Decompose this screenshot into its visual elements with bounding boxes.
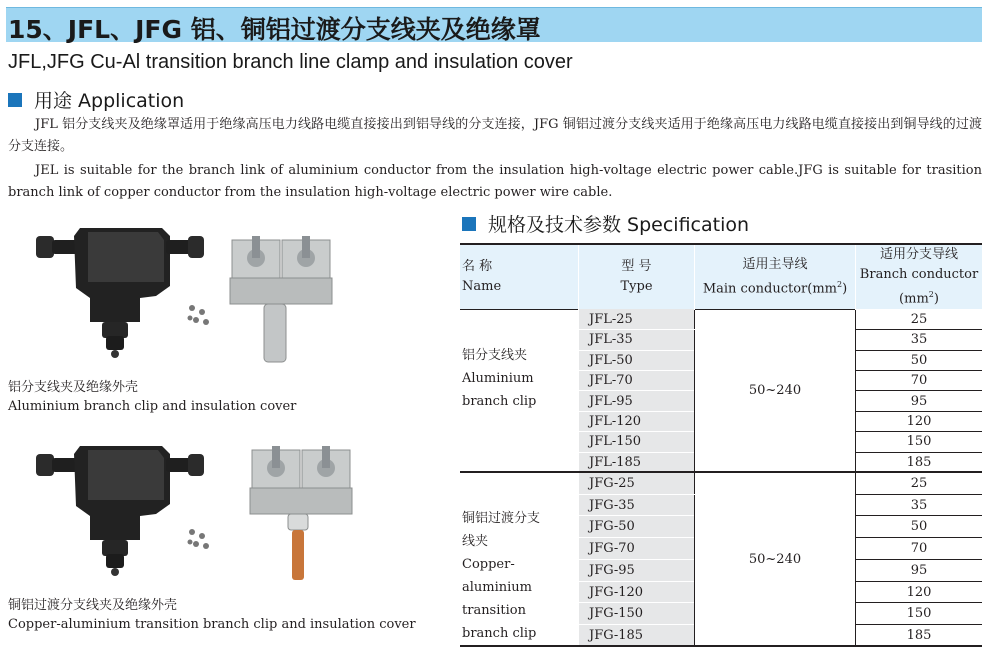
group-name-line: aluminium bbox=[462, 580, 532, 596]
column-header-name: 名 称 Name bbox=[460, 244, 579, 309]
type-cell: JFG-150 bbox=[579, 603, 695, 625]
product1-caption-en: Aluminium branch clip and insulation cover bbox=[8, 399, 297, 414]
branch-conductor-cell: 150 bbox=[856, 603, 983, 625]
insulation-cover-icon bbox=[36, 228, 204, 358]
group-name-cell bbox=[460, 309, 579, 472]
group-name-line: Copper- bbox=[462, 557, 515, 573]
aluminium-clamp-icon bbox=[230, 236, 332, 362]
branch-conductor-cell: 95 bbox=[856, 559, 983, 581]
branch-conductor-cell: 95 bbox=[856, 391, 983, 411]
copper-aluminium-branch-clip-photo bbox=[30, 440, 360, 590]
branch-conductor-cell: 150 bbox=[856, 432, 983, 452]
type-cell: JFL-120 bbox=[579, 411, 695, 431]
type-cell: JFG-120 bbox=[579, 581, 695, 603]
table-row bbox=[460, 472, 982, 494]
screws-icon bbox=[188, 305, 210, 325]
type-cell: JFG-95 bbox=[579, 559, 695, 581]
column-header-branch-conductor: 适用分支导线 Branch conductor $(mm^2)$ bbox=[856, 244, 983, 309]
type-cell: JFL-95 bbox=[579, 391, 695, 411]
branch-conductor-cell: 35 bbox=[856, 330, 983, 350]
copper-aluminium-group bbox=[460, 472, 982, 646]
specification-heading-text: 规格及技术参数 Specification bbox=[488, 214, 750, 236]
branch-conductor-cell: 25 bbox=[856, 472, 983, 494]
application-cn-text: JFL 铝分支线夹及绝缘罩适用于绝缘高压电力线路电缆直接接出到铝导线的分支连接，JFG 铜铝过渡分支线夹适用于绝缘高压电力线路电缆直接接出到铜导线的过渡分支连接。 bbox=[8, 117, 982, 154]
type-cell: JFL-70 bbox=[579, 371, 695, 391]
type-cell: JFG-70 bbox=[579, 538, 695, 560]
branch-conductor-cell: 120 bbox=[856, 411, 983, 431]
type-cell: JFL-185 bbox=[579, 452, 695, 472]
group-name-line: 线夹 bbox=[462, 534, 489, 550]
branch-conductor-cell: 50 bbox=[856, 350, 983, 370]
column-header-main-conductor: 适用主导线 Main $conductor(mm^2)$ bbox=[695, 244, 856, 309]
group-name-line: branch clip bbox=[462, 626, 537, 642]
main-conductor-cell: 50~240 bbox=[695, 309, 856, 472]
group-name-line: transition bbox=[462, 603, 526, 619]
type-cell: JFL-35 bbox=[579, 330, 695, 350]
insulation-cover-icon bbox=[36, 446, 204, 576]
copper-aluminium-clamp-icon bbox=[250, 446, 352, 580]
group-name-line: 铝分支线夹 bbox=[462, 347, 528, 363]
group-name-line: Aluminium bbox=[462, 370, 534, 386]
product1-caption-cn: 铝分支线夹及绝缘外壳 bbox=[8, 380, 139, 395]
product2-caption-cn: 铜铝过渡分支线夹及绝缘外壳 bbox=[8, 598, 178, 613]
main-conductor-cell: 50~240 bbox=[695, 472, 856, 646]
type-cell: JFG-185 bbox=[579, 625, 695, 647]
specification-heading bbox=[462, 210, 749, 237]
product2-caption-en: Copper-aluminium transition branch clip and insulation cover bbox=[8, 617, 416, 632]
branch-conductor-cell: 185 bbox=[856, 452, 983, 472]
application-en-text: JEL is suitable for the branch link of aluminium conductor from the insulation high-voltage electric power cable.JFG is suitable for trasition branch link of copper conductor from the insulation high-voltage electric power wire cable. bbox=[8, 163, 982, 200]
group-name-line: branch clip bbox=[462, 393, 537, 409]
group-name-cell bbox=[460, 472, 579, 646]
page-subtitle: JFL,JFG Cu-Al transition branch line clamp and insulation cover bbox=[8, 51, 573, 73]
type-cell: JFG-25 bbox=[579, 472, 695, 494]
type-cell: JFL-50 bbox=[579, 350, 695, 370]
section-square-icon bbox=[462, 217, 476, 231]
application-text-en bbox=[8, 160, 982, 204]
type-cell: JFL-25 bbox=[579, 309, 695, 329]
type-cell: JFG-35 bbox=[579, 494, 695, 516]
branch-conductor-cell: 70 bbox=[856, 371, 983, 391]
application-heading-text: 用途 Application bbox=[34, 90, 185, 112]
column-header-type: 型 号 Type bbox=[579, 244, 695, 309]
screws-icon bbox=[188, 529, 210, 549]
section-square-icon bbox=[8, 93, 22, 107]
table-row bbox=[460, 309, 982, 329]
application-text-cn bbox=[8, 114, 982, 158]
branch-conductor-cell: 35 bbox=[856, 494, 983, 516]
branch-conductor-cell: 120 bbox=[856, 581, 983, 603]
type-cell: JFL-150 bbox=[579, 432, 695, 452]
branch-conductor-cell: 185 bbox=[856, 625, 983, 647]
specification-table bbox=[460, 243, 982, 647]
aluminium-branch-clip-photo bbox=[30, 222, 360, 372]
aluminium-group bbox=[460, 309, 982, 472]
branch-conductor-cell: 50 bbox=[856, 516, 983, 538]
application-heading bbox=[8, 86, 184, 113]
branch-conductor-cell: 70 bbox=[856, 538, 983, 560]
group-name-line: 铜铝过渡分支 bbox=[462, 511, 541, 527]
table-header-row bbox=[460, 244, 982, 309]
branch-conductor-cell: 25 bbox=[856, 309, 983, 329]
type-cell: JFG-50 bbox=[579, 516, 695, 538]
page-title: 15、JFL、JFG 铝、铜铝过渡分支线夹及绝缘罩 bbox=[8, 15, 541, 44]
